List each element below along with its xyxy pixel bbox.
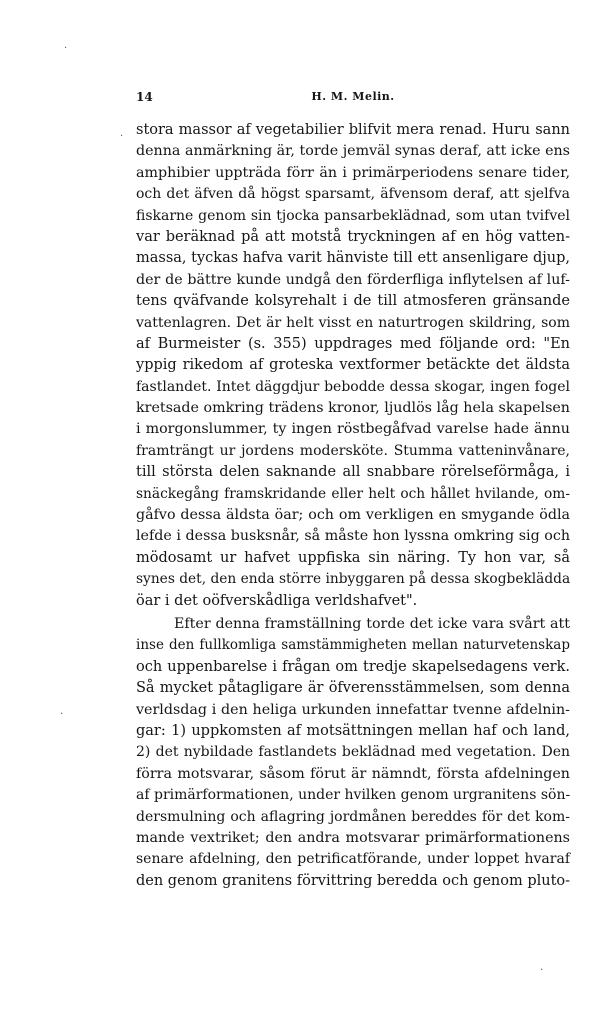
text-line: amphibier uppträda förr än i primärperiodens senare tider, bbox=[136, 164, 570, 181]
text-line: fiskarne genom sin tjocka pansarbeklädnad, som utan tvifvel bbox=[136, 207, 570, 224]
text-line: gåfvo dessa äldsta öar; och om verkligen en smygande ödla bbox=[136, 507, 570, 524]
margin-speck: . bbox=[540, 962, 544, 973]
text-line: och det äfven då högst sparsamt, äfvensom deraf, att sjelfva bbox=[136, 186, 570, 203]
text-line: der de bättre kunde undgå den förderfliga inflytelsen af luf- bbox=[136, 271, 570, 288]
text-line: den genom granitens förvittring beredda och genom pluto- bbox=[136, 872, 571, 889]
text-line: synes det, den enda större inbyggaren på dessa skogbeklädda bbox=[136, 571, 571, 588]
text-line: var beräknad på att motstå tryckningen af en hög vatten- bbox=[136, 228, 570, 245]
text-line: Så mycket påtagligare är öfverensstämmelsen, som denna bbox=[136, 680, 570, 697]
text-line: tens qväfvande kolsyrehalt i de till atmosferen gränsande bbox=[136, 293, 570, 310]
text-line: förra motsvarar, såsom förut är nämndt, första afdelningen bbox=[136, 765, 570, 782]
text-line: vattenlagren. Det är helt visst en naturtrogen skildring, som bbox=[136, 314, 570, 331]
text-line: mödosamt ur hafvet uppfiska sin näring. Ty hon var, så bbox=[136, 549, 570, 566]
text-line: i morgonslummer, ty ingen röstbegåfvad varelse hade ännu bbox=[136, 421, 570, 438]
text-line: dersmulning och aflagring jordmånen bereddes för det kom- bbox=[136, 808, 570, 825]
text-line: gar: 1) uppkomsten af motsättningen mellan haf och land, bbox=[136, 722, 570, 739]
text-line: framträngt ur jordens modersköte. Stumma vatteninvånare, bbox=[136, 442, 570, 459]
text-line: af primärformationen, under hvilken genom urgranitens sön- bbox=[136, 787, 571, 804]
paragraph-1 bbox=[136, 120, 570, 612]
margin-speck: . bbox=[60, 706, 64, 717]
page-number: 14 bbox=[136, 90, 153, 104]
text-line: stora massor af vegetabilier blifvit mera renad. Huru sann bbox=[136, 122, 570, 138]
text-line: yppig rikedom af groteska vextformer betäckte det äldsta bbox=[136, 357, 570, 374]
text-line: kretsade omkring trädens kronor, ljudlös låg hela skapelsen bbox=[136, 400, 570, 417]
text-line: verldsdag i den heliga urkunden innefattar tvenne afdelnin- bbox=[136, 701, 570, 718]
text-line: 2) det nybildade fastlandets beklädnad med vegetation. Den bbox=[136, 744, 570, 761]
text-line: snäckegång framskridande eller helt och hållet hvilande, om- bbox=[136, 485, 570, 502]
running-title: H. M. Melin. bbox=[311, 90, 395, 103]
text-line: af Burmeister (s. 355) uppdrages med följande ord: "En bbox=[136, 335, 570, 352]
running-head bbox=[136, 90, 570, 110]
text-line: lefde i dessa busksnår, så måste hon lyssna omkring sig och bbox=[136, 528, 570, 545]
text-line: öar i det oöfverskådliga verldshafvet". bbox=[136, 592, 418, 609]
text-line: till största delen saknande all snabbare rörelseförmåga, i bbox=[136, 464, 570, 481]
text-line: fastlandet. Intet däggdjur bebodde dessa skogar, ingen fogel bbox=[136, 378, 570, 395]
margin-speck: . bbox=[120, 128, 124, 139]
text-line: och uppenbarelse i frågan om tredje skapelsedagens verk. bbox=[136, 658, 570, 675]
text-line: Efter denna framställning torde det icke vara svårt att bbox=[174, 615, 570, 632]
text-line: massa, tyckas hafva varit hänviste till ett ansenligare djup, bbox=[136, 250, 570, 267]
body-text bbox=[136, 120, 570, 892]
margin-speck: . bbox=[64, 40, 68, 51]
paragraph-2 bbox=[136, 614, 570, 892]
text-line: inse den fullkomliga samstämmigheten mellan naturvetenskap bbox=[136, 637, 570, 654]
text-line: senare afdelning, den petrificatförande, under loppet hvaraf bbox=[136, 851, 570, 868]
text-line: mande vextriket; den andra motsvarar primärformationens bbox=[136, 829, 570, 846]
text-line: denna anmärkning är, torde jemväl synas deraf, att icke ens bbox=[136, 143, 570, 160]
